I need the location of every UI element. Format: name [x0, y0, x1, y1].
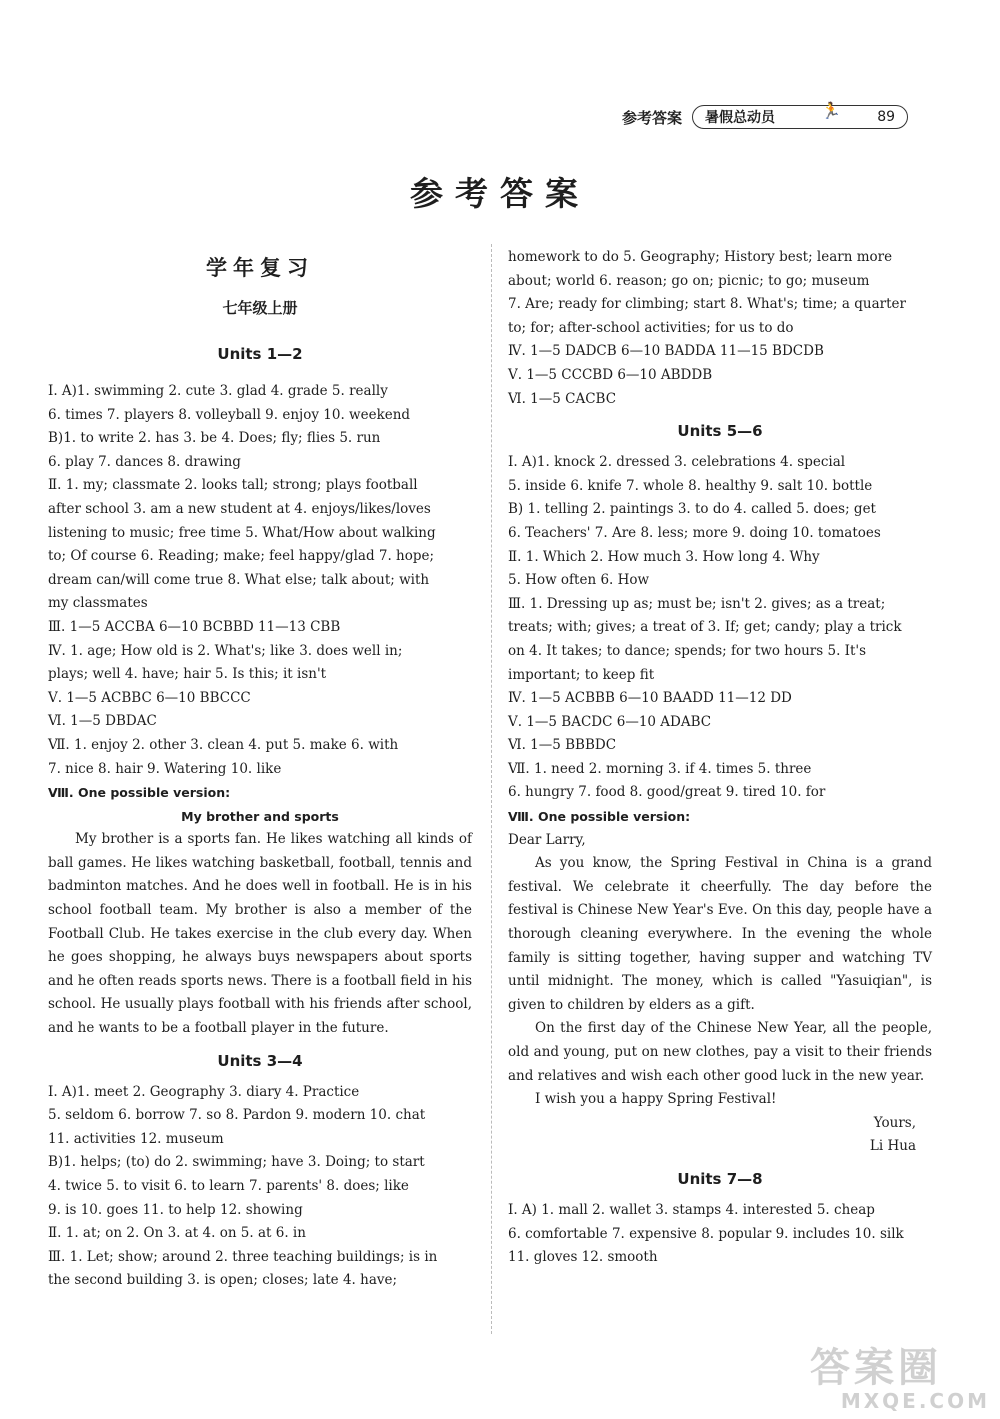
answer-line: Ⅰ. A)1. swimming 2. cute 3. glad 4. grade 5. really	[48, 383, 388, 399]
essay-line: and he wants to be a football player in the future.	[48, 1020, 389, 1037]
letter-line: and relatives and wish each other good luck in the new year.	[508, 1067, 925, 1084]
letter-line: On the first day of the Chinese New Year, all the people,	[535, 1020, 932, 1037]
answer-line: 5. inside 6. knife 7. whole 8. healthy 9. salt 10. bottle	[508, 477, 873, 494]
answer-line: Ⅶ. 1. enjoy 2. other 3. clean 4. put 5. make 6. with	[48, 736, 399, 753]
answer-line: Ⅴ. 1—5 BACDC 6—10 ADABC	[508, 713, 712, 730]
answer-line: Ⅵ. 1—5 BBBDC	[508, 737, 617, 754]
unit-heading-3-4: Units 3—4	[217, 1051, 303, 1070]
units-5-6-answers	[508, 451, 932, 1159]
answer-line: listening to music; free time 5. What/How about walking	[48, 524, 436, 541]
column-divider	[491, 244, 492, 1334]
watermark	[810, 1345, 990, 1415]
essay-line: school football team. My brother is also a member of the	[48, 902, 472, 919]
version-label: Ⅷ. One possible version:	[508, 809, 691, 825]
letter-paragraph-3: I wish you a happy Spring Festival!	[535, 1091, 777, 1108]
answer-line: 4. twice 5. to visit 6. to learn 7. parents' 8. does; like	[48, 1178, 409, 1194]
answer-line: 11. activities 12. museum	[48, 1130, 224, 1147]
unit-heading-1-2: Units 1—2	[217, 345, 303, 363]
essay-line: My brother is a sports fan. He likes watching all kinds of	[75, 831, 472, 848]
answer-line: homework to do 5. Geography; History best; learn more	[508, 249, 893, 265]
answer-line: B)1. to write 2. has 3. be 4. Does; fly; flies 5. run	[48, 430, 381, 447]
answer-line: Ⅶ. 1. need 2. morning 3. if 4. times 5. three	[508, 760, 812, 777]
answer-line: 5. seldom 6. borrow 7. so 8. Pardon 9. modern 10. chat	[48, 1107, 426, 1124]
answer-line: 7. Are; ready for climbing; start 8. What's; time; a quarter	[508, 296, 906, 313]
answer-line: 6. hungry 7. food 8. good/great 9. tired 10. for	[508, 784, 826, 801]
letter-line: to children by elders as a gift.	[549, 996, 755, 1013]
answer-line: 9. is 10. goes 11. to help 12. showing	[48, 1201, 303, 1218]
answer-line: the second building 3. is open; closes; late 4. have;	[48, 1272, 398, 1289]
answer-line: Ⅳ. 1—5 ACBBB 6—10 BAADD 11—12 DD	[508, 690, 792, 707]
essay-line: school. He usually plays football with his friends after school,	[48, 996, 472, 1013]
letter-line: midnight. The money, which is called "Yasuiqian", is given	[508, 973, 932, 1013]
answer-line: Ⅴ. 1—5 CCCBD 6—10 ABDDB	[508, 366, 713, 383]
essay-title: My brother and sports	[181, 808, 339, 824]
watermark-cn: 答案圈	[810, 1345, 942, 1391]
letter-signature: Li Hua	[869, 1138, 916, 1155]
answer-line: on 4. It takes; to dance; spends; for two hours 5. It's	[508, 642, 867, 659]
answer-line: Ⅴ. 1—5 ACBBC 6—10 BBCCC	[48, 689, 251, 706]
answer-line: dream can/will come true 8. What else; talk about; with	[48, 571, 430, 588]
letter-paragraph-1	[508, 852, 932, 1017]
watermark-en: MXQE.COM	[840, 1389, 990, 1413]
answer-line: Ⅵ. 1—5 CACBC	[508, 390, 617, 407]
essay-line: badminton matches. And he does well in football. He is in his	[48, 878, 472, 895]
running-header	[622, 101, 908, 130]
unit-heading-7-8: Units 7—8	[677, 1169, 763, 1188]
answer-line: Ⅰ. A)1. knock 2. dressed 3. celebrations 4. special	[508, 454, 846, 471]
section-heading: 学年复习	[206, 256, 314, 280]
letter-paragraph-2	[508, 1017, 932, 1088]
essay-line: and he often reads sports news. There is a football field in his	[48, 972, 472, 989]
letter-line: is sitting together, having supper and watching TV until	[508, 949, 933, 990]
letter-line: old and young, put on new clothes, pay a visit to their friends	[508, 1044, 932, 1060]
units-3-4-continued	[508, 246, 932, 411]
answer-line: treats; with; gives; a treat of 3. If; get; candy; play a trick	[508, 619, 902, 636]
answer-line: B)1. helps; (to) do 2. swimming; have 3. Doing; to start	[48, 1154, 425, 1171]
answer-line: 6. Teachers' 7. Are 8. less; more 9. doing 10. tomatoes	[508, 524, 881, 541]
answer-line: 6. times 7. players 8. volleyball 9. enjoy 10. weekend	[48, 406, 411, 423]
units-7-8-answers	[508, 1199, 932, 1270]
answer-line: Ⅱ. 1. at; on 2. On 3. at 4. on 5. at 6. in	[48, 1225, 306, 1242]
answer-line: Ⅱ. 1. my; classmate 2. looks tall; strong; plays football	[48, 477, 418, 494]
answer-line: Ⅳ. 1. age; How old is 2. What's; like 3. does well in;	[48, 642, 403, 659]
header-book-title: 暑假总动员	[705, 110, 776, 126]
essay-line: ball games. He likes watching basketball, football, tennis and	[48, 854, 472, 871]
units-1-2-answers	[48, 380, 472, 1041]
unit-heading-5-6: Units 5—6	[677, 422, 763, 441]
units-3-4-answers	[48, 1081, 472, 1293]
answer-line: 7. nice 8. hair 9. Watering 10. like	[48, 760, 282, 777]
header-label: 参考答案	[622, 108, 683, 127]
answer-line: Ⅳ. 1—5 DADCB 6—10 BADDA 11—15 BDCDB	[508, 343, 824, 360]
answer-line: Ⅲ. 1. Dressing up as; must be; isn't 2. gives; as a treat;	[508, 595, 886, 612]
answer-line: Ⅲ. 1—5 ACCBA 6—10 BCBBD 11—13 CBB	[48, 618, 341, 635]
letter-line: thorough cleaning everywhere. In the evening the whole family	[508, 926, 932, 966]
answer-line: 11. gloves 12. smooth	[508, 1249, 658, 1266]
answer-line: to; for; after-school activities; for us to do	[508, 319, 794, 336]
letter-greeting: Dear Larry,	[508, 831, 586, 848]
letter-line: is Chinese New Year's Eve. On this day, people have a	[562, 902, 932, 919]
answer-line: important; to keep fit	[508, 666, 655, 683]
answer-line: Ⅰ. A) 1. mall 2. wallet 3. stamps 4. interested 5. cheap	[508, 1201, 875, 1218]
version-label: Ⅷ. One possible version:	[48, 785, 231, 801]
essay-paragraph	[48, 828, 472, 1040]
answer-line: my classmates	[48, 595, 148, 612]
answer-line: Ⅲ. 1. Let; show; around 2. three teaching buildings; is in	[48, 1248, 438, 1265]
letter-line: As you know, the Spring Festival in China is a grand	[535, 855, 932, 872]
grade-heading: 七年级上册	[222, 299, 298, 317]
header-badge	[692, 101, 908, 129]
left-column	[48, 380, 472, 1293]
page-title: 参考答案	[410, 174, 590, 213]
answer-line: to; Of course 6. Reading; make; feel happy/glad 7. hope;	[48, 548, 435, 565]
answer-line: plays; well 4. have; hair 5. Is this; it isn't	[48, 666, 327, 683]
essay-line: he goes shopping, he always buys newspapers about sports	[48, 949, 472, 966]
answer-line: Ⅵ. 1—5 DBDAC	[48, 713, 157, 730]
letter-line: festival. We celebrate it cheerfully. The day before the festival	[508, 878, 932, 919]
answer-line: 6. comfortable 7. expensive 8. popular 9. includes 10. silk	[508, 1225, 904, 1242]
essay-line: Football Club. He takes exercise in the club every day. When	[48, 925, 472, 942]
answer-line: B) 1. telling 2. paintings 3. to do 4. called 5. does; get	[508, 501, 876, 518]
answer-line: 5. How often 6. How	[508, 572, 650, 589]
answer-line: about; world 6. reason; go on; picnic; to go; museum	[508, 272, 870, 289]
answer-line: Ⅰ. A)1. meet 2. Geography 3. diary 4. Practice	[48, 1083, 360, 1100]
page-number: 89	[877, 109, 896, 125]
answer-line: Ⅱ. 1. Which 2. How much 3. How long 4. Why	[508, 548, 820, 565]
answer-line: after school 3. am a new student at 4. enjoys/likes/loves	[48, 500, 431, 517]
right-column	[508, 246, 932, 1270]
runner-icon: 🏃	[821, 101, 841, 120]
answer-line: 6. play 7. dances 8. drawing	[48, 453, 241, 470]
letter-closing: Yours,	[873, 1114, 916, 1131]
